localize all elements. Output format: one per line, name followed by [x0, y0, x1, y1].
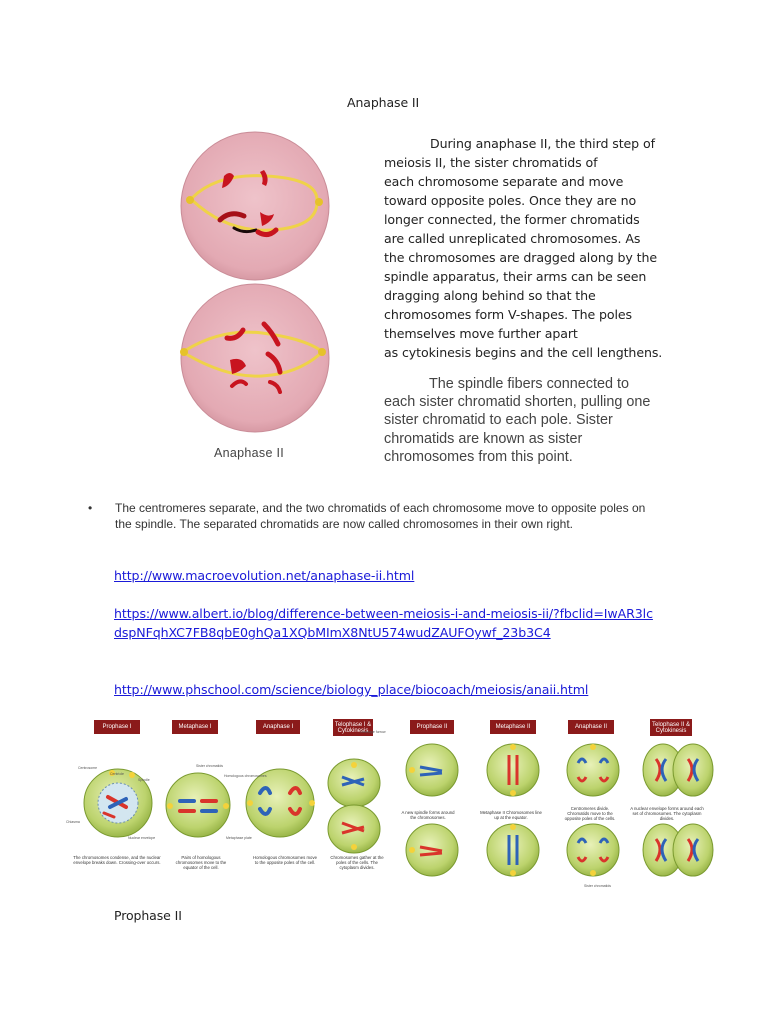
link-albert[interactable]: https://www.albert.io/blog/difference-between-meiosis-i-and-meiosis-ii/?fbclid=IwAR3lcdspNFqhXC7FB8qbE0ghQa1XQbMImX8NtU574wudZAUFOywf_23b3C4: [114, 606, 653, 640]
diagram-label: Cleavage furrow: [360, 730, 386, 734]
paragraph-spindle-text: The spindle fibers connected to each sister chromatid shorten, pulling one sister chromatid to each pole. Sister chromatids are known as sister chromosomes from this point.: [384, 376, 651, 465]
anaphase-i-cell: [246, 769, 315, 837]
para-line: as cytokinesis begins and the cell lengthens.: [384, 345, 663, 360]
para-line: dragging along behind so that the: [384, 288, 596, 303]
diagram-label: Metaphase plate: [226, 836, 252, 840]
stage-caption: Pairs of homologous chromosomes move to the equator of the cell.: [175, 855, 227, 870]
stage-caption: The chromosomes condense, and the nuclear envelope breaks down. Crossing-over occurs.: [73, 855, 161, 865]
stage-tag: Metaphase II: [490, 720, 536, 734]
stage-tag: Metaphase I: [172, 720, 218, 734]
diagram-label: Nuclear envelope: [128, 836, 156, 840]
cell-top: [181, 132, 329, 280]
telophase-i-cells: [328, 759, 380, 853]
stage-caption: Centromeres divide. Chromatids move to the opposite poles of the cells.: [564, 806, 616, 821]
stage-caption: A nuclear envelope forms around each set of chromosomes. The cytoplasm divides.: [630, 806, 704, 821]
anaphase-ii-micrograph: [172, 128, 340, 448]
link-macroevolution[interactable]: http://www.macroevolution.net/anaphase-ii.html: [114, 568, 415, 583]
link-phschool[interactable]: http://www.phschool.com/science/biology_place/biocoach/meiosis/anaii.html: [114, 682, 589, 697]
stage-caption: Chromosomes gather at the poles of the cells. The cytoplasm divides.: [330, 855, 384, 870]
diagram-label: Centriole: [110, 772, 125, 776]
diagram-label: Homologous chromosomes: [224, 774, 267, 778]
para-line: the chromosomes are dragged along by the: [384, 250, 658, 265]
page-title: Anaphase II: [347, 95, 420, 110]
paragraph-description: [384, 134, 704, 362]
para-line: each chromosome separate and move: [384, 174, 624, 189]
figure-caption: Anaphase II: [214, 446, 285, 460]
diagram-label: Centrosome: [78, 766, 98, 770]
stage-tag: Telophase I & Cytokinesis: [333, 719, 373, 736]
cell-bottom: [180, 284, 329, 432]
para-line: meiosis II, the sister chromatids of: [384, 155, 598, 170]
diagram-label: Spindle: [138, 778, 150, 782]
para-line: During anaphase II, the third step of: [430, 136, 655, 151]
stage-tag: Anaphase I: [256, 720, 300, 734]
stage-tag: Telophase II & Cytokinesis: [650, 719, 692, 736]
stage-tag: Prophase II: [410, 720, 454, 734]
para-line: are called unreplicated chromosomes. As: [384, 231, 641, 246]
bullet-item: [88, 500, 652, 532]
stage-caption: A new spindle forms around the chromosomes.: [401, 810, 455, 820]
para-line: toward opposite poles. Once they are no: [384, 193, 637, 208]
para-line: chromosomes form V-shapes. The poles: [384, 307, 633, 322]
stage-caption: Homologous chromosomes move to the opposite poles of the cell.: [252, 855, 317, 865]
stage-tag: Anaphase II: [568, 720, 614, 734]
metaphase-i-cell: [166, 773, 230, 837]
diagram-label: Sister chromatids: [196, 764, 224, 768]
para-line: longer connected, the former chromatids: [384, 212, 640, 227]
bullet-text: The centromeres separate, and the two chromatids of each chromosome move to opposite poles on the spindle. The separated chromatids are now called chromosomes in their own right.: [115, 501, 646, 531]
stage-caption: Metaphase II Chromosomes line up at the equator.: [480, 810, 542, 820]
bullet-icon: •: [88, 501, 93, 515]
paragraph-spindle: [384, 375, 654, 466]
diagram-label: Chiasma: [66, 820, 80, 824]
stage-tag: Prophase I: [94, 720, 140, 734]
section-heading: Prophase II: [114, 908, 182, 923]
para-line: spindle apparatus, their arms can be seen: [384, 269, 647, 284]
para-line: themselves move further apart: [384, 326, 578, 341]
diagram-label: Sister chromatids: [584, 884, 612, 888]
